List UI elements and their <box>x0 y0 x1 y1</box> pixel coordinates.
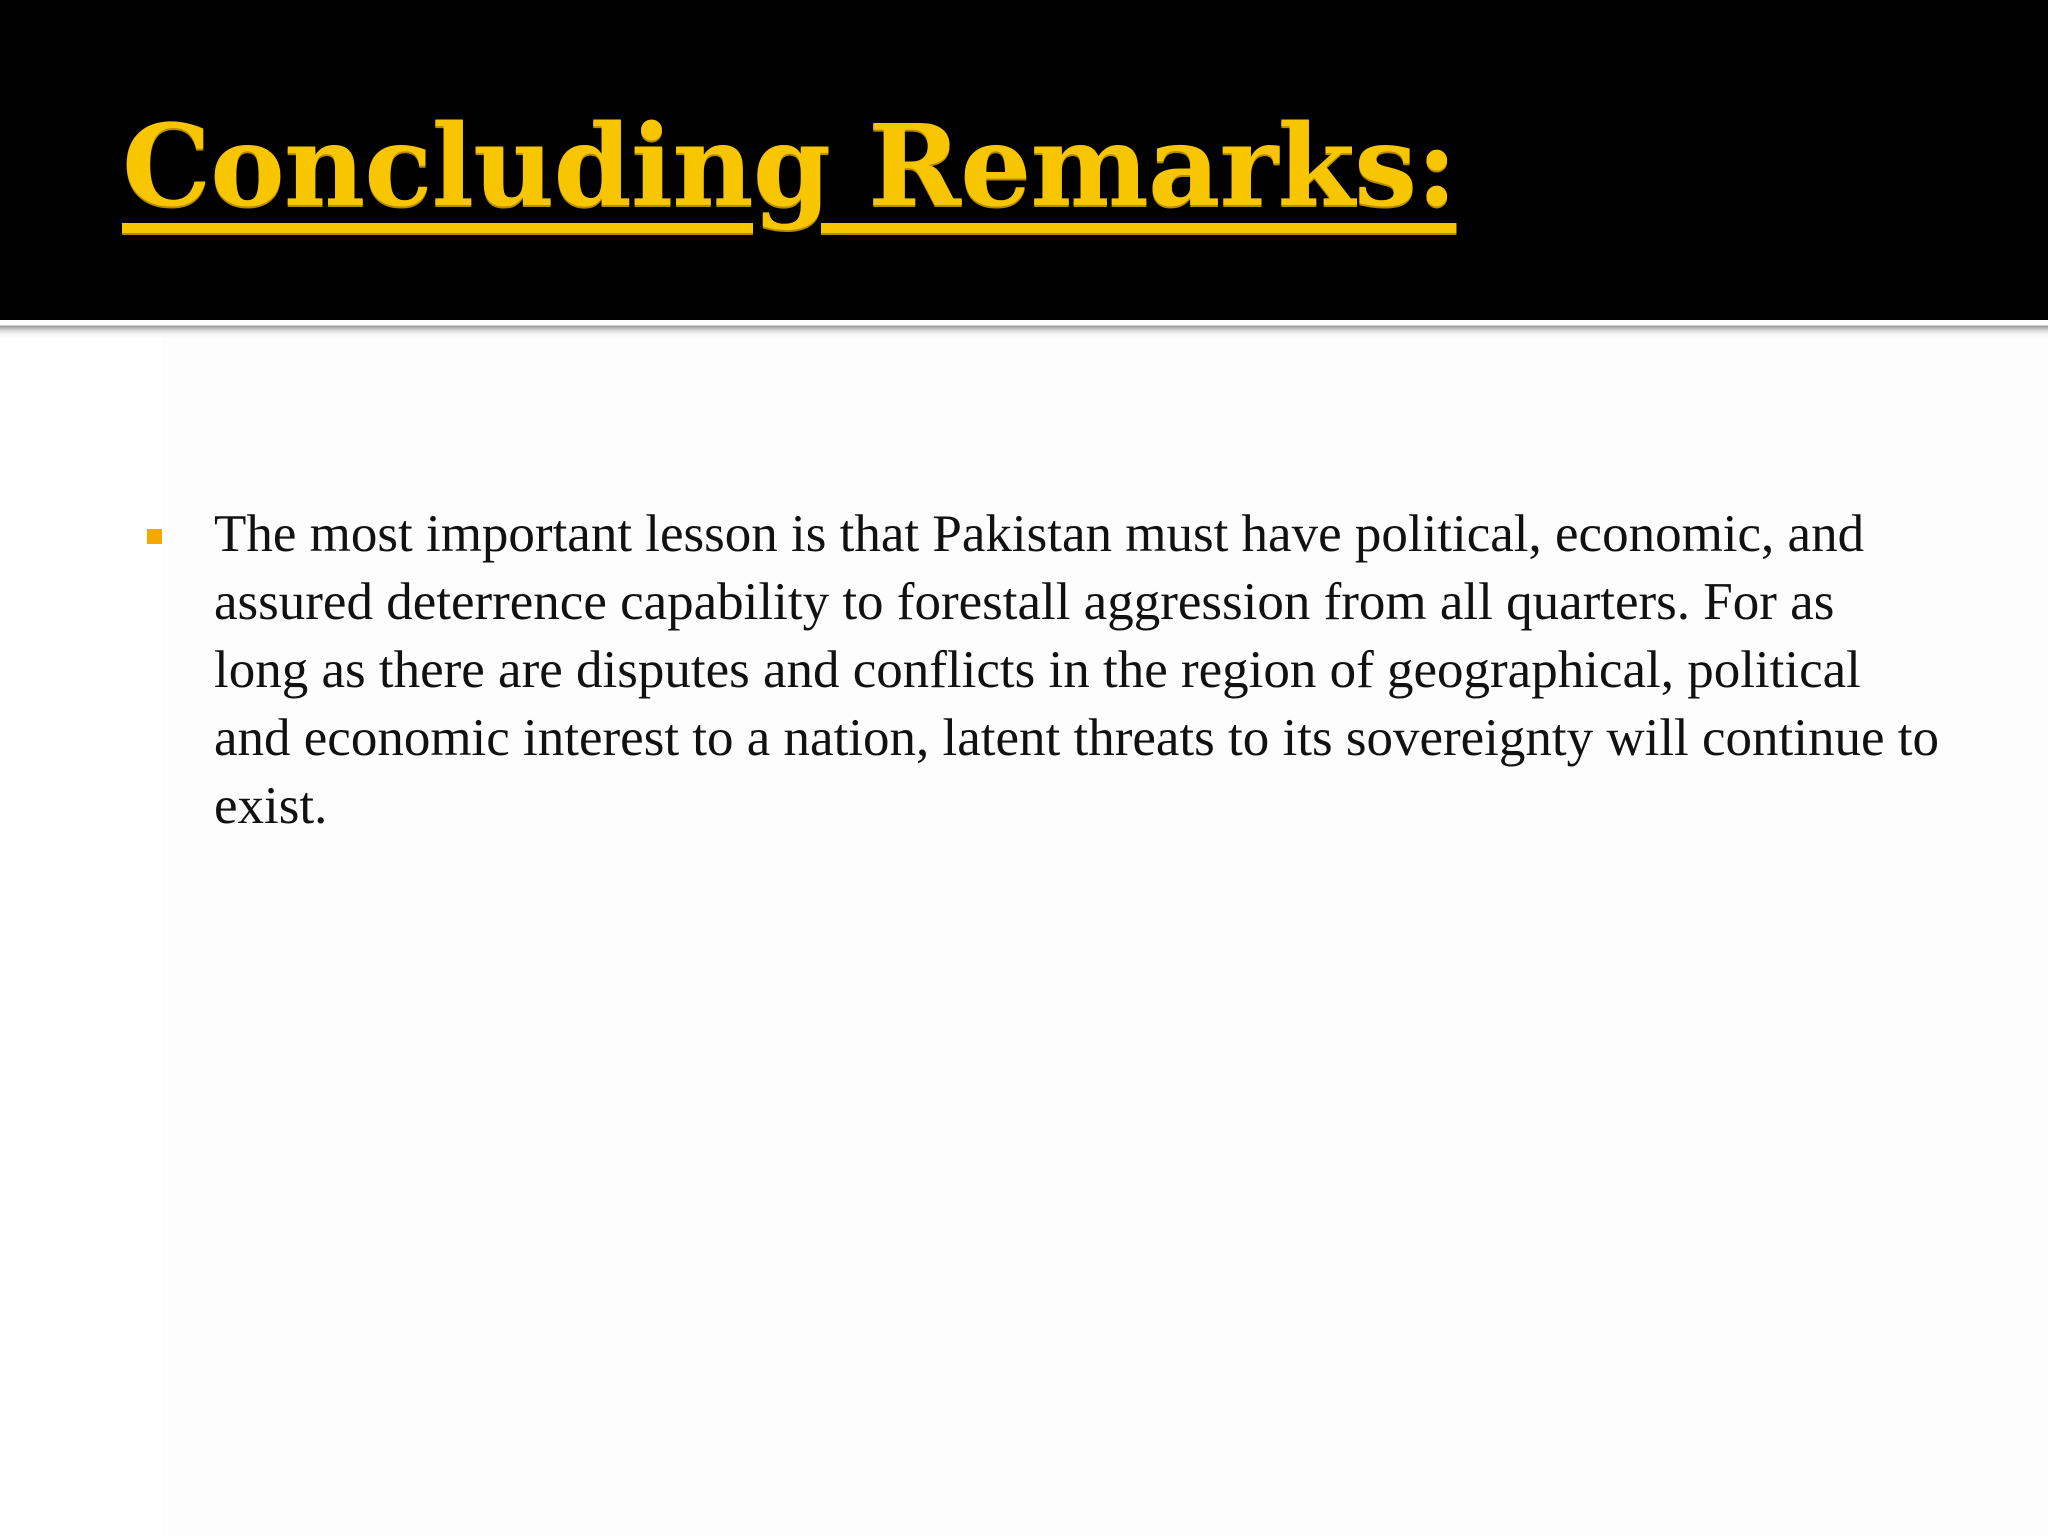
title-banner <box>0 0 2048 320</box>
content-area <box>140 500 1940 840</box>
square-bullet-icon <box>147 529 162 544</box>
bullet-item <box>140 500 1940 840</box>
left-margin-strip <box>0 338 162 1536</box>
slide-title: Concluding Remarks: <box>122 101 1457 232</box>
title-divider <box>0 320 2048 338</box>
bullet-text: The most important lesson is that Pakistan must have political, economic, and assured deterrence capability to forestall aggression from all quarters. For as long as there are disputes and conflicts in the region of geographical, political and economic interest to a nation, latent threats to its sovereignty will continue to exist. <box>214 505 1940 835</box>
